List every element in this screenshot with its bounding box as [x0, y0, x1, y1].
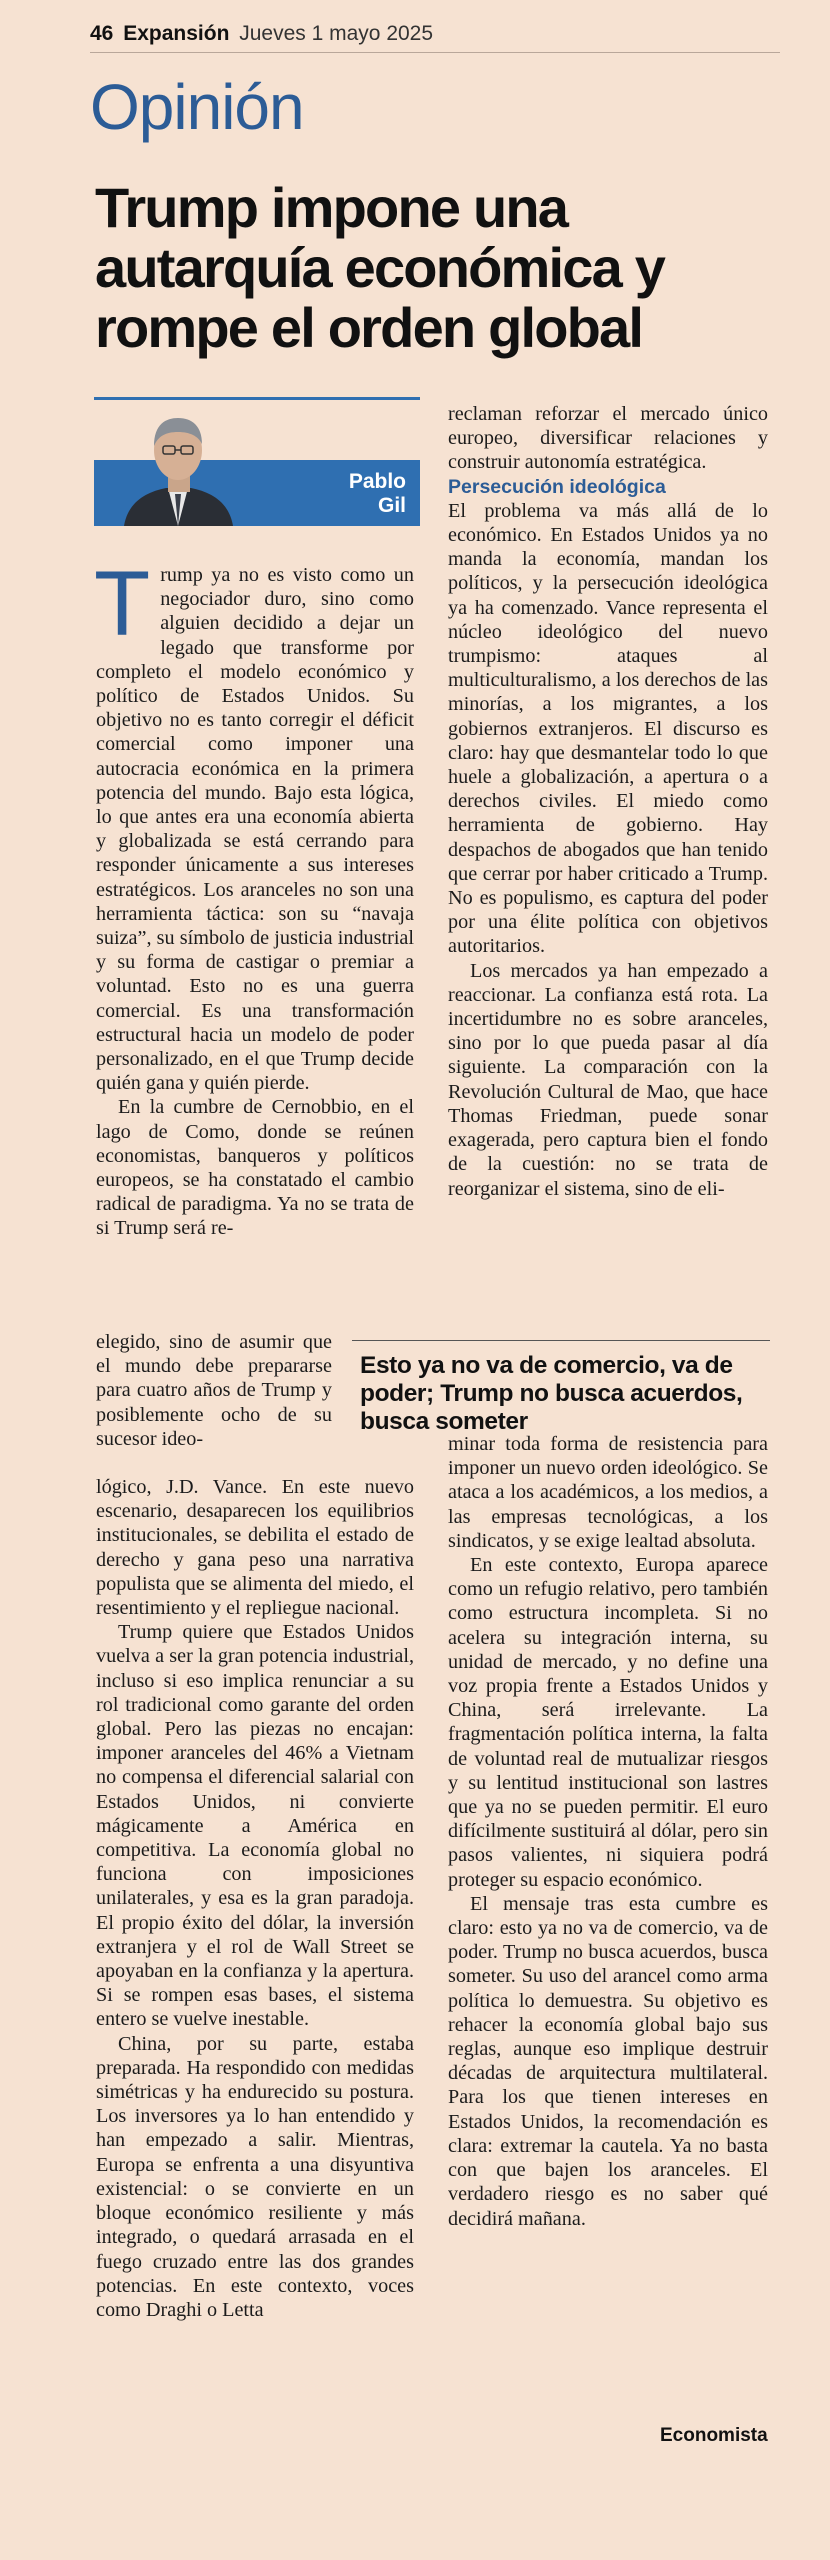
paragraph-2-continued: elegido, sino de asumir que el mundo debe prepararse para cuatro años de Trump y posiblemente ocho de su sucesor ideo-: [96, 1331, 332, 1450]
pullquote: Esto ya no va de comercio, va de poder; Trump no busca acuerdos, busca someter: [360, 1352, 743, 1435]
paragraph-3: Trump quiere que Estados Unidos vuelva a ser la gran potencia industrial, incluso si eso implica renunciar a su rol tradicional como garante del orden global. Pero las piezas no encajan: imponer aranceles del 46% a Vietnam no compensa el diferencial salarial con Estados Unidos, ni convierte mágicamente a América en competitiva. La economía global no funciona con imposiciones unilaterales, y esa es la gran paradoja. El propio éxito del dólar, la inversión extranjera y el rol de Wall Street se apoyaban en la confianza y la apertura. Si se rompen esas bases, el sistema entero se vuelve inestable.: [96, 1621, 414, 2031]
author-last-name: Gil: [377, 494, 406, 517]
headline: Trump impone una autarquía económica y rompe el orden global: [95, 176, 665, 359]
author-name: [349, 470, 406, 518]
paragraph-5: reclaman reforzar el mercado único europeo, diversificar relaciones y construir autonomía estratégica.: [448, 403, 768, 474]
column-2-bottom: [448, 1432, 768, 2231]
column-1-top: [94, 553, 414, 1241]
section-title: Opinión: [90, 71, 304, 143]
column-2-top: [448, 402, 768, 1201]
page-number: 46: [90, 22, 114, 45]
publication-date: Jueves 1 mayo 2025: [239, 22, 434, 45]
author-portrait: [116, 410, 241, 526]
publication-name: Expansión: [123, 22, 230, 45]
paragraph-4: China, por su parte, estaba preparada. Ha respondido con medidas simétricas y ha endurecido su postura. Los inversores ya lo han entendido y han empezado a salir. Mientras, Europa se enfrenta a una disyuntiva existencial: o se convierte en un bloque económico resiliente y más integrado, o quedará arrasada en el fuego cruzado entre las dos grandes potencias. En este contexto, voces como Draghi o Letta: [96, 2032, 414, 2321]
paragraph-2-end: lógico, J.D. Vance. En este nuevo escenario, desaparecen los equilibrios institucionales, se debilita el estado de derecho y gana peso una narrativa populista que se alimenta del miedo, el resentimiento y el repliegue nacional.: [96, 1476, 414, 1620]
paragraph-7: Los mercados ya han empezado a reaccionar. La confianza está rota. La incertidumbre no es sobre aranceles, sino por lo que pueda pasar al día siguiente. La comparación con la Revolución Cultural de Mao, que hace Thomas Friedman, puede sonar exagerada, pero captura bien el fondo de la cuestión: no se trata de reorganizar el sistema, sino de eli-: [448, 959, 768, 1200]
author-first-name: Pablo: [348, 470, 406, 493]
pullquote-rule: [352, 1340, 770, 1341]
paragraph-1-text: rump ya no es visto como un negociador duro, sino como alguien decidido a dejar un legado que transforme por completo el modelo económico y político de Estados Unidos. Su objetivo no es tanto corregir el déficit comercial como imponer una autocracia económica en la primera potencia del mundo. Bajo esta lógica, lo que antes era una economía abierta y globalizada se está cerrando para responder únicamente a sus intereses estratégicos. Los aranceles no son una herramienta táctica: son su “navaja suiza”, su símbolo de justicia industrial y su forma de castigar o premiar a voluntad. Esto no es una guerra comercial. Es una transformación estructural hacia un modelo de poder personalizado, en el que Trump decide quién gana y quién pierde.: [96, 564, 414, 1095]
page-header: [90, 22, 433, 46]
drop-cap: T: [94, 553, 151, 655]
paragraph-8: En este contexto, Europa aparece como un refugio relativo, pero también como estructura incompleta. Si no acelera su integración interna, su unidad de mercado, y no define una voz propia frente a Estados Unidos y China, será irrelevante. La fragmentación política interna, la falta de voluntad real de mutualizar riesgos y su lentitud institucional son lastres que ya no se pueden permitir. El euro difícilmente sustituirá al dólar, pero sin pasos valientes, ni siquiera podrá proteger su espacio económico.: [448, 1554, 768, 1891]
paragraph-2: En la cumbre de Cernobbio, en el lago de Como, donde se reúnen economistas, banqueros y políticos europeos, se ha constatado el cambio radical de paradigma. Ya no se trata de si Trump será re-: [96, 1096, 414, 1240]
paragraph-1: [94, 553, 414, 1095]
column-1-narrow: [96, 1330, 332, 1451]
author-box: [94, 398, 420, 526]
author-signature: Economista: [660, 2425, 768, 2446]
paragraph-9: El mensaje tras esta cumbre es claro: esto ya no va de comercio, va de poder. Trump no busca acuerdos, busca someter. Su uso del arancel como arma política lo demuestra. Su objetivo es rehacer la economía global bajo sus reglas, aunque eso implique destruir décadas de arquitectura multilateral. Para los que tienen intereses en Estados Unidos, la recomendación es clara: extremar la cautela. Ya no basta con que bajen los aranceles. El verdadero riesgo es no saber qué decidirá mañana.: [448, 1892, 768, 2230]
subhead: Persecución ideológica: [448, 475, 666, 498]
paragraph-6: El problema va más allá de lo económico. En Estados Unidos ya no manda la economía, mandan los políticos, y la persecución ideológica ya ha comenzado. Vance representa el núcleo ideológico del nuevo trumpismo: ataques al multiculturalismo, a los derechos de las minorías, a los migrantes, a los gobiernos extranjeros. El discurso es claro: hay que desmantelar todo lo que huele a globalización, a apertura o a derechos civiles. El miedo como herramienta de gobierno. Hay despachos de abogados que han tenido que cerrar por haber criticado a Trump. No es populismo, es captura del poder por una élite política con objetivos autoritarios.: [448, 499, 768, 958]
column-1-bottom: [96, 1475, 414, 2322]
paragraph-7-continued: minar toda forma de resistencia para imponer un nuevo orden ideológico. Se ataca a los académicos, a los medios, a las empresas tecnológicas, a los sindicatos, y se exige lealtad absoluta.: [448, 1433, 768, 1552]
header-rule: [90, 52, 780, 53]
